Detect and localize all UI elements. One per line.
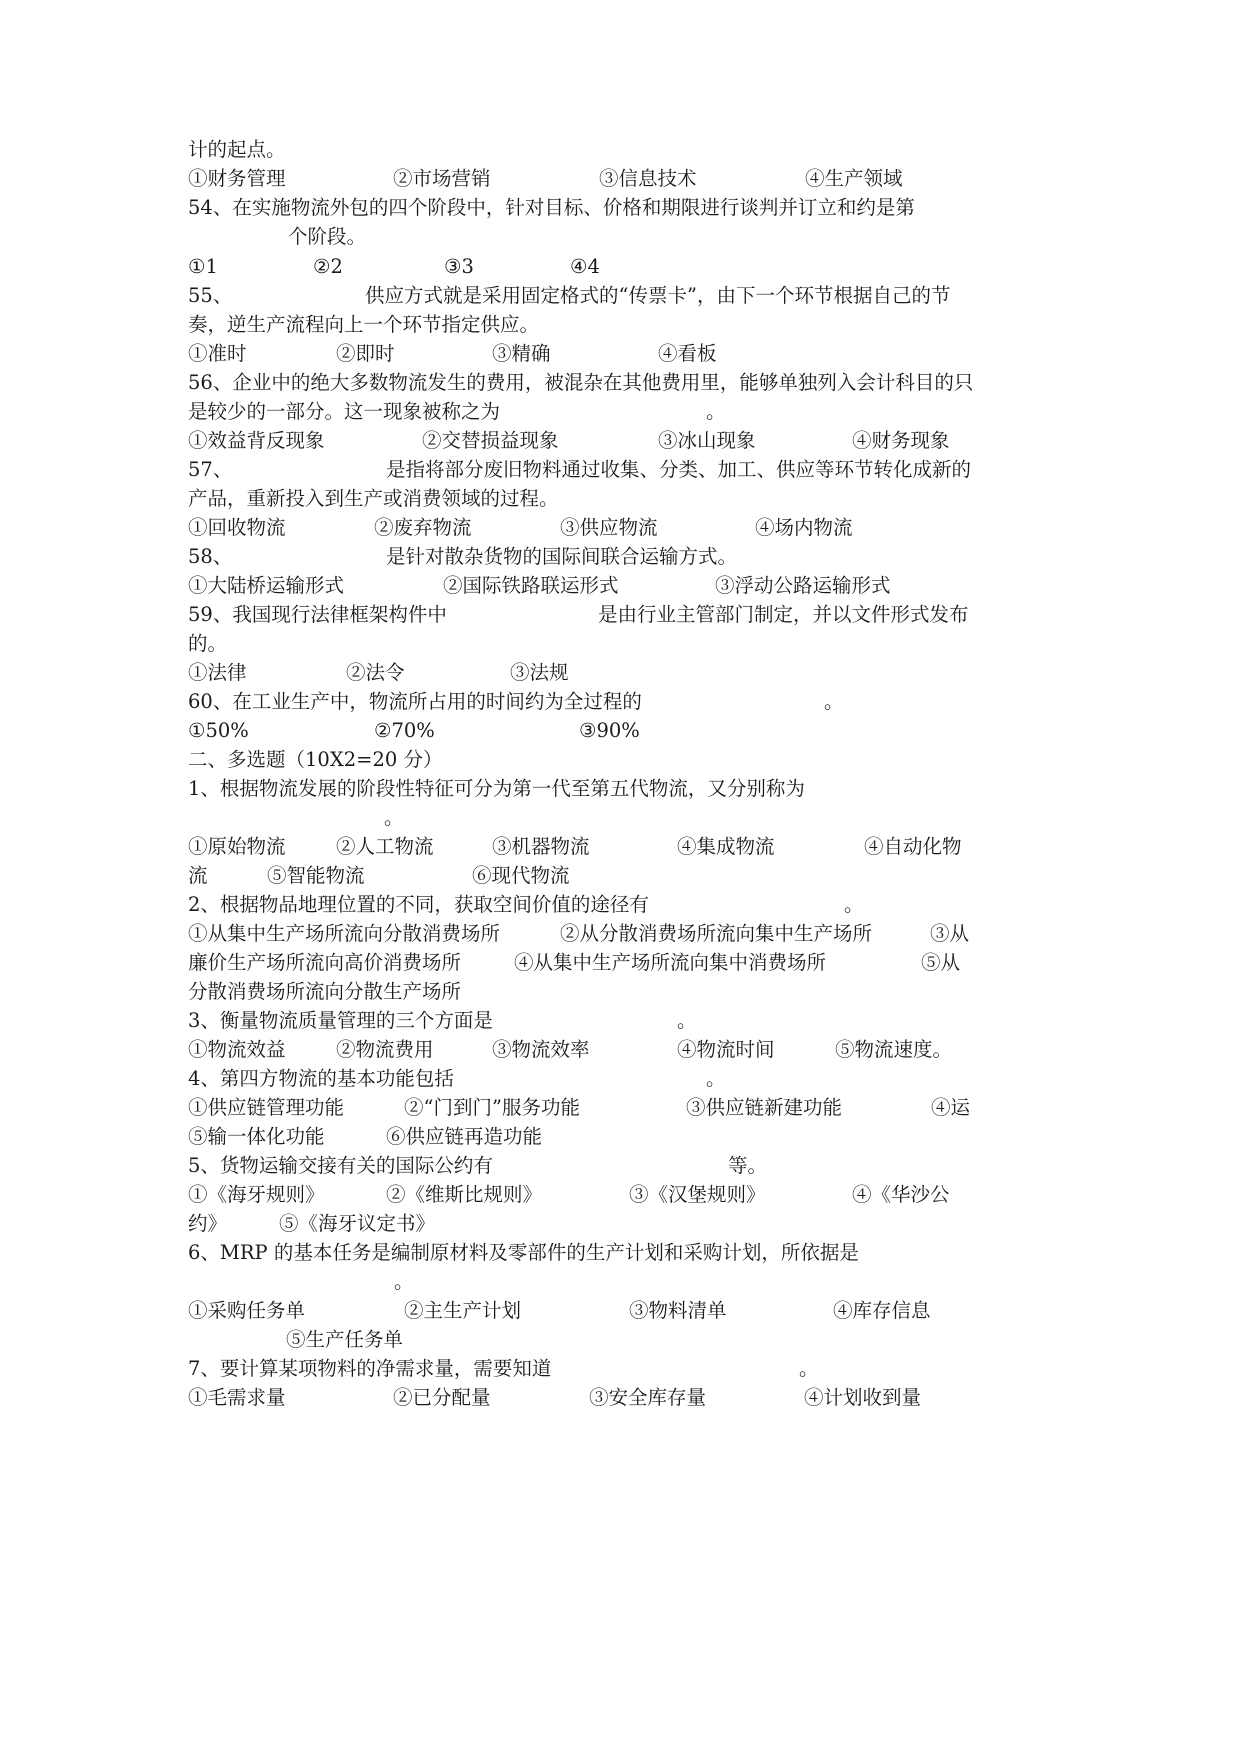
text-segment: ④运 (931, 1096, 971, 1119)
text-segment: 是较少的一部分。这一现象被称之为 (188, 400, 501, 423)
text-line (188, 163, 1058, 195)
text-segment: 个阶段。 (288, 225, 367, 248)
text-segment: 。 (799, 1357, 819, 1380)
text-segment: ③供应物流 (560, 516, 658, 539)
text-line (188, 1092, 1058, 1124)
text-line (188, 1005, 1058, 1037)
text-segment: 1、根据物流发展的阶段性特征可分为第一代至第五代物流，又分别称为 (188, 777, 805, 800)
text-segment: ③安全库存量 (589, 1386, 707, 1409)
text-segment: 等。 (728, 1154, 768, 1177)
text-line (188, 686, 1058, 718)
text-line (188, 192, 1058, 224)
text-segment: 55、 (188, 284, 233, 307)
text-segment: 。 (706, 1067, 726, 1090)
text-segment: ③《汉堡规则》 (629, 1183, 766, 1206)
text-line (188, 860, 1058, 892)
text-segment: ③物流效率 (492, 1038, 590, 1061)
text-segment: ③法规 (510, 661, 569, 684)
text-segment: ⑤智能物流 (267, 864, 365, 887)
text-line (188, 251, 1058, 283)
text-segment: ②物流费用 (336, 1038, 434, 1061)
text-segment: 分散消费场所流向分散生产场所 (188, 980, 462, 1003)
text-segment: ⑤《海牙议定书》 (279, 1212, 436, 1235)
text-segment: ②2 (313, 255, 343, 278)
text-segment: ③90% (579, 719, 640, 742)
text-segment: ①从集中生产场所流向分散消费场所 (188, 922, 501, 945)
text-segment: 。 (384, 806, 404, 829)
text-segment: ③物料清单 (629, 1299, 727, 1322)
text-line (188, 541, 1058, 573)
text-line (188, 512, 1058, 544)
text-line (188, 425, 1058, 457)
text-line (188, 396, 1058, 428)
text-line (188, 367, 1058, 399)
text-segment: ①毛需求量 (188, 1386, 286, 1409)
text-line (188, 657, 1058, 689)
text-segment: ②“门到门”服务功能 (404, 1096, 580, 1119)
text-line (188, 918, 1058, 950)
text-segment: ⑥现代物流 (472, 864, 570, 887)
text-line (188, 309, 1058, 341)
text-line (188, 1237, 1058, 1269)
text-segment: ④《华沙公 (852, 1183, 950, 1206)
text-line (188, 744, 1058, 776)
text-line (188, 1121, 1058, 1153)
text-line (188, 338, 1058, 370)
text-line (188, 221, 1058, 253)
text-line (188, 1208, 1058, 1240)
text-segment: ②《维斯比规则》 (386, 1183, 543, 1206)
text-segment: ②交替损益现象 (422, 429, 559, 452)
text-line (188, 570, 1058, 602)
text-line (188, 1179, 1058, 1211)
text-segment: ②市场营销 (393, 167, 491, 190)
text-segment: ④从集中生产场所流向集中消费场所 (514, 951, 827, 974)
text-segment: ④生产领域 (805, 167, 903, 190)
text-segment: ④看板 (658, 342, 717, 365)
text-segment: ②已分配量 (393, 1386, 491, 1409)
text-line (188, 1063, 1058, 1095)
text-line (188, 1382, 1058, 1414)
text-segment: ①效益背反现象 (188, 429, 325, 452)
text-segment: ②人工物流 (336, 835, 434, 858)
text-segment: ⑤从 (921, 951, 961, 974)
text-line (188, 889, 1058, 921)
text-segment: 计的起点。 (188, 138, 286, 161)
text-segment: ①准时 (188, 342, 247, 365)
text-segment: ②70% (374, 719, 435, 742)
text-segment: ①《海牙规则》 (188, 1183, 325, 1206)
text-line (188, 802, 1058, 834)
text-segment: ④库存信息 (833, 1299, 931, 1322)
text-segment: 3、衡量物流质量管理的三个方面是 (188, 1009, 493, 1032)
text-segment: ②主生产计划 (404, 1299, 522, 1322)
text-segment: ①法律 (188, 661, 247, 684)
text-segment: ③供应链新建功能 (686, 1096, 843, 1119)
text-segment: ④自动化物 (864, 835, 962, 858)
text-segment: 。 (706, 400, 726, 423)
text-segment: ①50% (188, 719, 249, 742)
text-line (188, 1295, 1058, 1327)
text-segment: 60、在工业生产中，物流所占用的时间约为全过程的 (188, 690, 642, 713)
text-segment: 2、根据物品地理位置的不同，获取空间价值的途径有 (188, 893, 649, 916)
text-segment: ③机器物流 (492, 835, 590, 858)
text-line (188, 715, 1058, 747)
text-segment: ①物流效益 (188, 1038, 286, 1061)
text-segment: 流 (188, 864, 208, 887)
text-segment: 54、在实施物流外包的四个阶段中，针对目标、价格和期限进行谈判并订立和约是第 (188, 196, 915, 219)
text-segment: ①原始物流 (188, 835, 286, 858)
text-segment: ⑤生产任务单 (286, 1328, 404, 1351)
text-segment: 。 (844, 893, 864, 916)
text-segment: ③信息技术 (599, 167, 697, 190)
text-segment: 。 (677, 1009, 697, 1032)
text-segment: ①回收物流 (188, 516, 286, 539)
text-segment: ①大陆桥运输形式 (188, 574, 345, 597)
text-segment: 的。 (188, 632, 228, 655)
text-line (188, 134, 1058, 166)
text-line (188, 280, 1058, 312)
text-segment: ③3 (444, 255, 474, 278)
text-line (188, 947, 1058, 979)
text-segment: 59、我国现行法律框架构件中 (188, 603, 447, 626)
text-segment: ②即时 (336, 342, 395, 365)
text-segment: 56、企业中的绝大多数物流发生的费用，被混杂在其他费用里，能够单独列入会计科目的只 (188, 371, 974, 394)
text-segment: 约》 (188, 1212, 228, 1235)
text-line (188, 773, 1058, 805)
text-segment: 57、 (188, 458, 233, 481)
text-segment: 奏，逆生产流程向上一个环节指定供应。 (188, 313, 540, 336)
text-line (188, 1150, 1058, 1182)
text-segment: ④物流时间 (677, 1038, 775, 1061)
text-segment: ④集成物流 (677, 835, 775, 858)
text-segment: ④财务现象 (852, 429, 950, 452)
text-segment: 供应方式就是采用固定格式的“传票卡”，由下一个环节根据自己的节 (365, 284, 951, 307)
text-segment: ⑥供应链再造功能 (386, 1125, 543, 1148)
text-segment: ④场内物流 (755, 516, 853, 539)
text-line (188, 483, 1058, 515)
text-segment: ①财务管理 (188, 167, 286, 190)
text-segment: 58、 (188, 545, 233, 568)
text-segment: ⑤输一体化功能 (188, 1125, 325, 1148)
text-segment: ②法令 (346, 661, 405, 684)
text-segment: 5、货物运输交接有关的国际公约有 (188, 1154, 493, 1177)
text-segment: ③冰山现象 (658, 429, 756, 452)
text-line (188, 831, 1058, 863)
text-segment: 是由行业主管部门制定，并以文件形式发布 (598, 603, 969, 626)
text-line (188, 1034, 1058, 1066)
text-segment: ①供应链管理功能 (188, 1096, 345, 1119)
text-segment: 产品，重新投入到生产或消费领域的过程。 (188, 487, 559, 510)
text-segment: 廉价生产场所流向高价消费场所 (188, 951, 462, 974)
text-line (188, 454, 1058, 486)
text-segment: ③从 (930, 922, 970, 945)
text-line (188, 599, 1058, 631)
text-segment: 6、MRP 的基本任务是编制原材料及零部件的生产计划和采购计划，所依据是 (188, 1241, 859, 1264)
text-segment: ③浮动公路运输形式 (715, 574, 891, 597)
text-segment: 是指将部分废旧物料通过收集、分类、加工、供应等环节转化成新的 (386, 458, 972, 481)
text-line (188, 976, 1058, 1008)
text-line (188, 1266, 1058, 1298)
text-segment: ①1 (188, 255, 218, 278)
text-segment: ③精确 (492, 342, 551, 365)
text-segment: ⑤物流速度。 (835, 1038, 953, 1061)
text-segment: ②从分散消费场所流向集中生产场所 (560, 922, 873, 945)
text-segment: ②废弃物流 (374, 516, 472, 539)
text-segment: ④计划收到量 (804, 1386, 922, 1409)
text-line (188, 1353, 1058, 1385)
text-segment: 是针对散杂货物的国际间联合运输方式。 (386, 545, 738, 568)
text-segment: 。 (824, 690, 844, 713)
text-segment: 4、第四方物流的基本功能包括 (188, 1067, 454, 1090)
text-line (188, 628, 1058, 660)
text-segment: 7、要计算某项物料的净需求量，需要知道 (188, 1357, 552, 1380)
text-segment: ①采购任务单 (188, 1299, 306, 1322)
text-segment: 二、多选题（10X2=20 分） (188, 748, 443, 771)
text-segment: 。 (394, 1270, 414, 1293)
text-segment: ②国际铁路联运形式 (443, 574, 619, 597)
text-line (188, 1324, 1058, 1356)
text-segment: ④4 (570, 255, 600, 278)
